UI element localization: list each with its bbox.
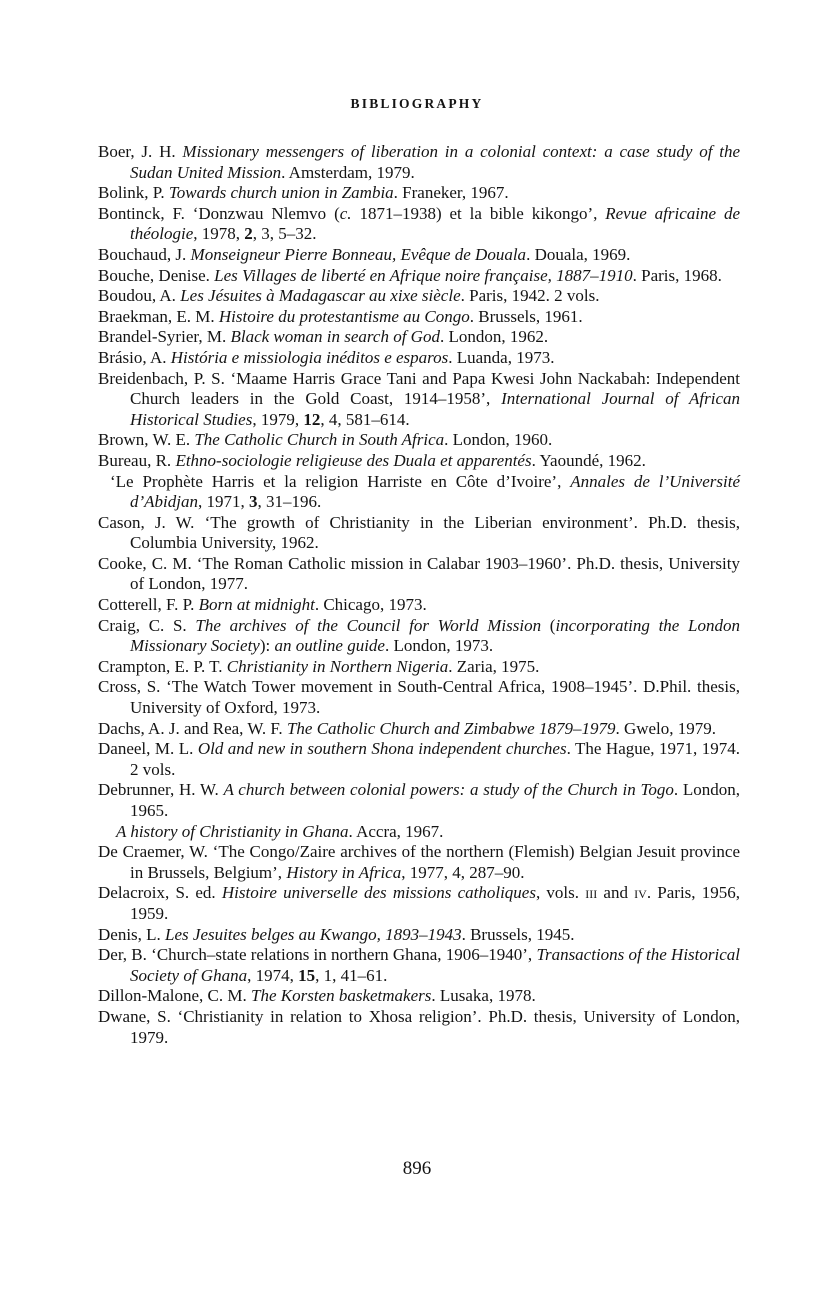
bibliography-entry — [98, 1007, 740, 1048]
entry-text: Bureau, R. — [98, 450, 176, 470]
entry-text: Cotterell, F. P. — [98, 595, 199, 615]
bibliography-entry — [98, 925, 740, 946]
entry-text: iii — [585, 883, 598, 903]
entry-title-italic: History in Africa — [286, 862, 402, 882]
entry-text: . Lusaka, 1978. — [431, 986, 536, 1006]
entry-text: ( — [541, 615, 556, 635]
entry-text: Braekman, E. M. — [98, 306, 219, 326]
entry-text: Cason, J. W. ‘The growth of Christianity in the Liberian environment’. Ph.D. thesis, Columbia University, 1962. — [98, 512, 740, 553]
entry-title-italic: Histoire du protestantisme au Congo — [218, 306, 470, 326]
entry-text: . Zaria, 1975. — [448, 656, 540, 676]
entry-text: Cooke, C. M. ‘The Roman Catholic mission in Calabar 1903–1960’. Ph.D. thesis, University of London, 1977. — [98, 553, 740, 594]
bibliography-entry — [98, 986, 740, 1007]
bibliography-entry — [98, 719, 740, 740]
entry-text: . Yaoundé, 1962. — [531, 450, 646, 470]
entry-text: Craig, C. S. — [98, 615, 196, 635]
bibliography-entry — [98, 430, 740, 451]
entry-text: , 1971, — [198, 492, 249, 512]
entry-text: . Brussels, 1945. — [461, 924, 575, 944]
bibliography-entry — [98, 780, 740, 821]
entry-title-italic: Ethno-sociologie religieuse des Duala et apparentés — [175, 450, 532, 470]
bibliography-entry — [98, 348, 740, 369]
bibliography-entry — [98, 554, 740, 595]
entry-volume-bold: 2 — [244, 224, 253, 244]
entry-text: Der, B. ‘Church–state relations in northern Ghana, 1906–1940’, — [98, 945, 537, 965]
entry-text: Breidenbach, P. S. ‘Maame Harris Grace Tani and Papa Kwesi John Nackabah: Independent Church leaders in the Gold Coast, 1914–1958’, — [98, 368, 740, 409]
entry-text: , vols. — [535, 883, 586, 903]
entry-text: , 4, 581–614. — [320, 409, 410, 429]
bibliography-entry — [98, 842, 740, 883]
entry-text: . Paris, 1968. — [632, 265, 722, 285]
entry-text: . Luanda, 1973. — [448, 347, 555, 367]
entry-text: Bolink, P. — [98, 183, 169, 203]
entry-text: Brandel-Syrier, M. — [98, 327, 231, 347]
page-title: BIBLIOGRAPHY — [350, 96, 484, 111]
bibliography-entry — [98, 286, 740, 307]
entry-title-italic: Les Villages de liberté en Afrique noire française, 1887–1910 — [214, 265, 633, 285]
entry-text: Denis, L. — [98, 924, 166, 944]
entry-text: , 31–196. — [257, 492, 322, 512]
entry-title-italic: Monseigneur Pierre Bonneau, Evêque de Douala — [190, 244, 527, 264]
bibliography-entry — [98, 307, 740, 328]
bibliography-entry — [98, 142, 740, 183]
entry-text: Boer, J. H. — [98, 142, 183, 161]
entry-text: , 1979, — [252, 409, 304, 429]
entry-volume-bold: 12 — [303, 409, 321, 429]
page-number: 896 — [402, 1158, 432, 1179]
entry-text: Bouche, Denise. — [98, 265, 215, 285]
entry-title-italic: Les Jésuites à Madagascar au xixe siècle — [180, 286, 461, 306]
entry-text: Boudou, A. — [98, 286, 181, 306]
entry-text: ‘Le Prophète Harris et la religion Harriste en Côte d’Ivoire’, — [110, 471, 571, 491]
entry-text: Bontinck, F. ‘Donzwau Nlemvo ( — [98, 203, 340, 223]
bibliography-entry — [98, 616, 740, 657]
entry-title-italic: Revue africaine de théologie — [130, 203, 740, 244]
bibliography-entry — [98, 883, 740, 924]
entry-text: . London, 1962. — [439, 327, 549, 347]
entry-title-italic: A church between colonial powers: a study of the Church in Togo — [223, 780, 674, 800]
entry-text: Brásio, A. — [98, 347, 171, 367]
entry-text: . Gwelo, 1979. — [615, 718, 717, 738]
entry-title-italic: Black woman in search of God — [230, 327, 440, 347]
entry-title-italic: Les Jesuites belges au Kwango, 1893–1943 — [165, 924, 462, 944]
entry-text: . Amsterdam, 1979. — [281, 162, 415, 182]
entry-text: Dachs, A. J. and Rea, W. F. — [98, 718, 287, 738]
entry-text: . London, 1960. — [444, 430, 553, 450]
bibliography-entry — [98, 677, 740, 718]
entry-title-italic: Born at midnight — [198, 595, 315, 615]
entry-text: . Accra, 1967. — [348, 821, 444, 841]
bibliography-entry — [98, 595, 740, 616]
entry-text: . Chicago, 1973. — [314, 595, 427, 615]
entry-title-italic: incorporating the London Missionary Society — [130, 615, 740, 656]
entry-text: . Douala, 1969. — [526, 244, 631, 264]
entry-title-italic: História e missiologia inéditos e esparos — [170, 347, 449, 367]
entry-text: De Craemer, W. ‘The Congo/Zaire archives of the northern (Flemish) Belgian Jesuit province in Brussels, Belgium’, — [98, 842, 740, 882]
entry-text: Delacroix, S. ed. — [98, 883, 222, 903]
entry-text: . London, 1965. — [130, 780, 740, 820]
entry-text: . London, 1973. — [384, 636, 494, 656]
bibliography-list — [98, 142, 740, 1048]
entry-text: . Paris, 1942. 2 vols. — [460, 286, 600, 306]
entry-title-italic: The Catholic Church and Zimbabwe 1879–1979 — [286, 718, 616, 738]
entry-text: 1871–1938) et la bible kikongo’, — [351, 203, 606, 223]
bibliography-entry — [98, 204, 740, 245]
bibliography-entry — [98, 245, 740, 266]
entry-volume-bold: 15 — [298, 965, 316, 985]
entry-text: ): — [259, 636, 275, 656]
bibliography-entry — [98, 327, 740, 348]
entry-text: , 1974, — [247, 965, 299, 985]
entry-text: Dillon-Malone, C. M. — [98, 986, 251, 1006]
entry-title-italic: an outline guide — [274, 636, 385, 656]
entry-title-italic: The Korsten basketmakers — [251, 986, 432, 1006]
entry-title-italic: Christianity in Northern Nigeria — [226, 656, 449, 676]
entry-title-italic: Histoire universelle des missions catholiques — [221, 883, 536, 903]
entry-text: , 1977, 4, 287–90. — [401, 862, 525, 882]
entry-volume-bold: 3 — [249, 492, 258, 512]
entry-title-italic: Missionary messengers of liberation in a colonial context: a case study of the Sudan United Mission — [130, 142, 740, 182]
bibliography-entry — [98, 739, 740, 780]
bibliography-entry — [98, 513, 740, 554]
entry-title-italic: Transactions of the Historical Society of Ghana — [130, 945, 740, 985]
bibliography-entry — [98, 657, 740, 678]
entry-title-italic: International Journal of African Historical Studies — [130, 389, 740, 429]
entry-text: Daneel, M. L. — [98, 739, 198, 759]
bibliography-entry — [98, 472, 740, 513]
entry-text: . Franeker, 1967. — [393, 183, 509, 203]
entry-text: and — [597, 883, 635, 903]
entry-title-italic: The archives of the Council for World Mission — [195, 615, 542, 635]
entry-title-italic: Annales de l’Université d’Abidjan — [130, 471, 740, 512]
entry-title-italic: Old and new in southern Shona independent churches — [197, 739, 567, 759]
entry-text: . The Hague, 1971, 1974. 2 vols. — [130, 739, 740, 779]
entry-text: , 1978, — [193, 224, 245, 244]
entry-text: . Paris, 1956, 1959. — [130, 883, 740, 923]
entry-text: , 1, 41–61. — [315, 965, 388, 985]
entry-text: Dwane, S. ‘Christianity in relation to Xhosa religion’. Ph.D. thesis, University of London, 1979. — [98, 1006, 740, 1047]
bibliography-entry — [98, 451, 740, 472]
bibliography-entry — [98, 822, 740, 843]
entry-text: Brown, W. E. — [98, 430, 195, 450]
bibliography-entry — [98, 183, 740, 204]
entry-text: Bouchaud, J. — [98, 244, 191, 264]
entry-text: . Brussels, 1961. — [469, 306, 583, 326]
bibliography-entry — [98, 945, 740, 986]
entry-title-italic: A history of Christianity in Ghana — [116, 821, 349, 841]
entry-title-italic: c. — [339, 203, 352, 223]
entry-title-italic: The Catholic Church in South Africa — [194, 430, 445, 450]
entry-text: , 3, 5–32. — [252, 224, 317, 244]
bibliography-entry — [98, 369, 740, 431]
entry-text: Crampton, E. P. T. — [98, 656, 227, 676]
entry-title-italic: Towards church union in Zambia — [168, 183, 394, 203]
entry-text: Cross, S. ‘The Watch Tower movement in South-Central Africa, 1908–1945’. D.Phil. thesis, University of Oxford, 1973. — [98, 677, 740, 718]
entry-text: iv — [634, 883, 647, 903]
entry-text: Debrunner, H. W. — [98, 780, 224, 800]
bibliography-entry — [98, 266, 740, 287]
